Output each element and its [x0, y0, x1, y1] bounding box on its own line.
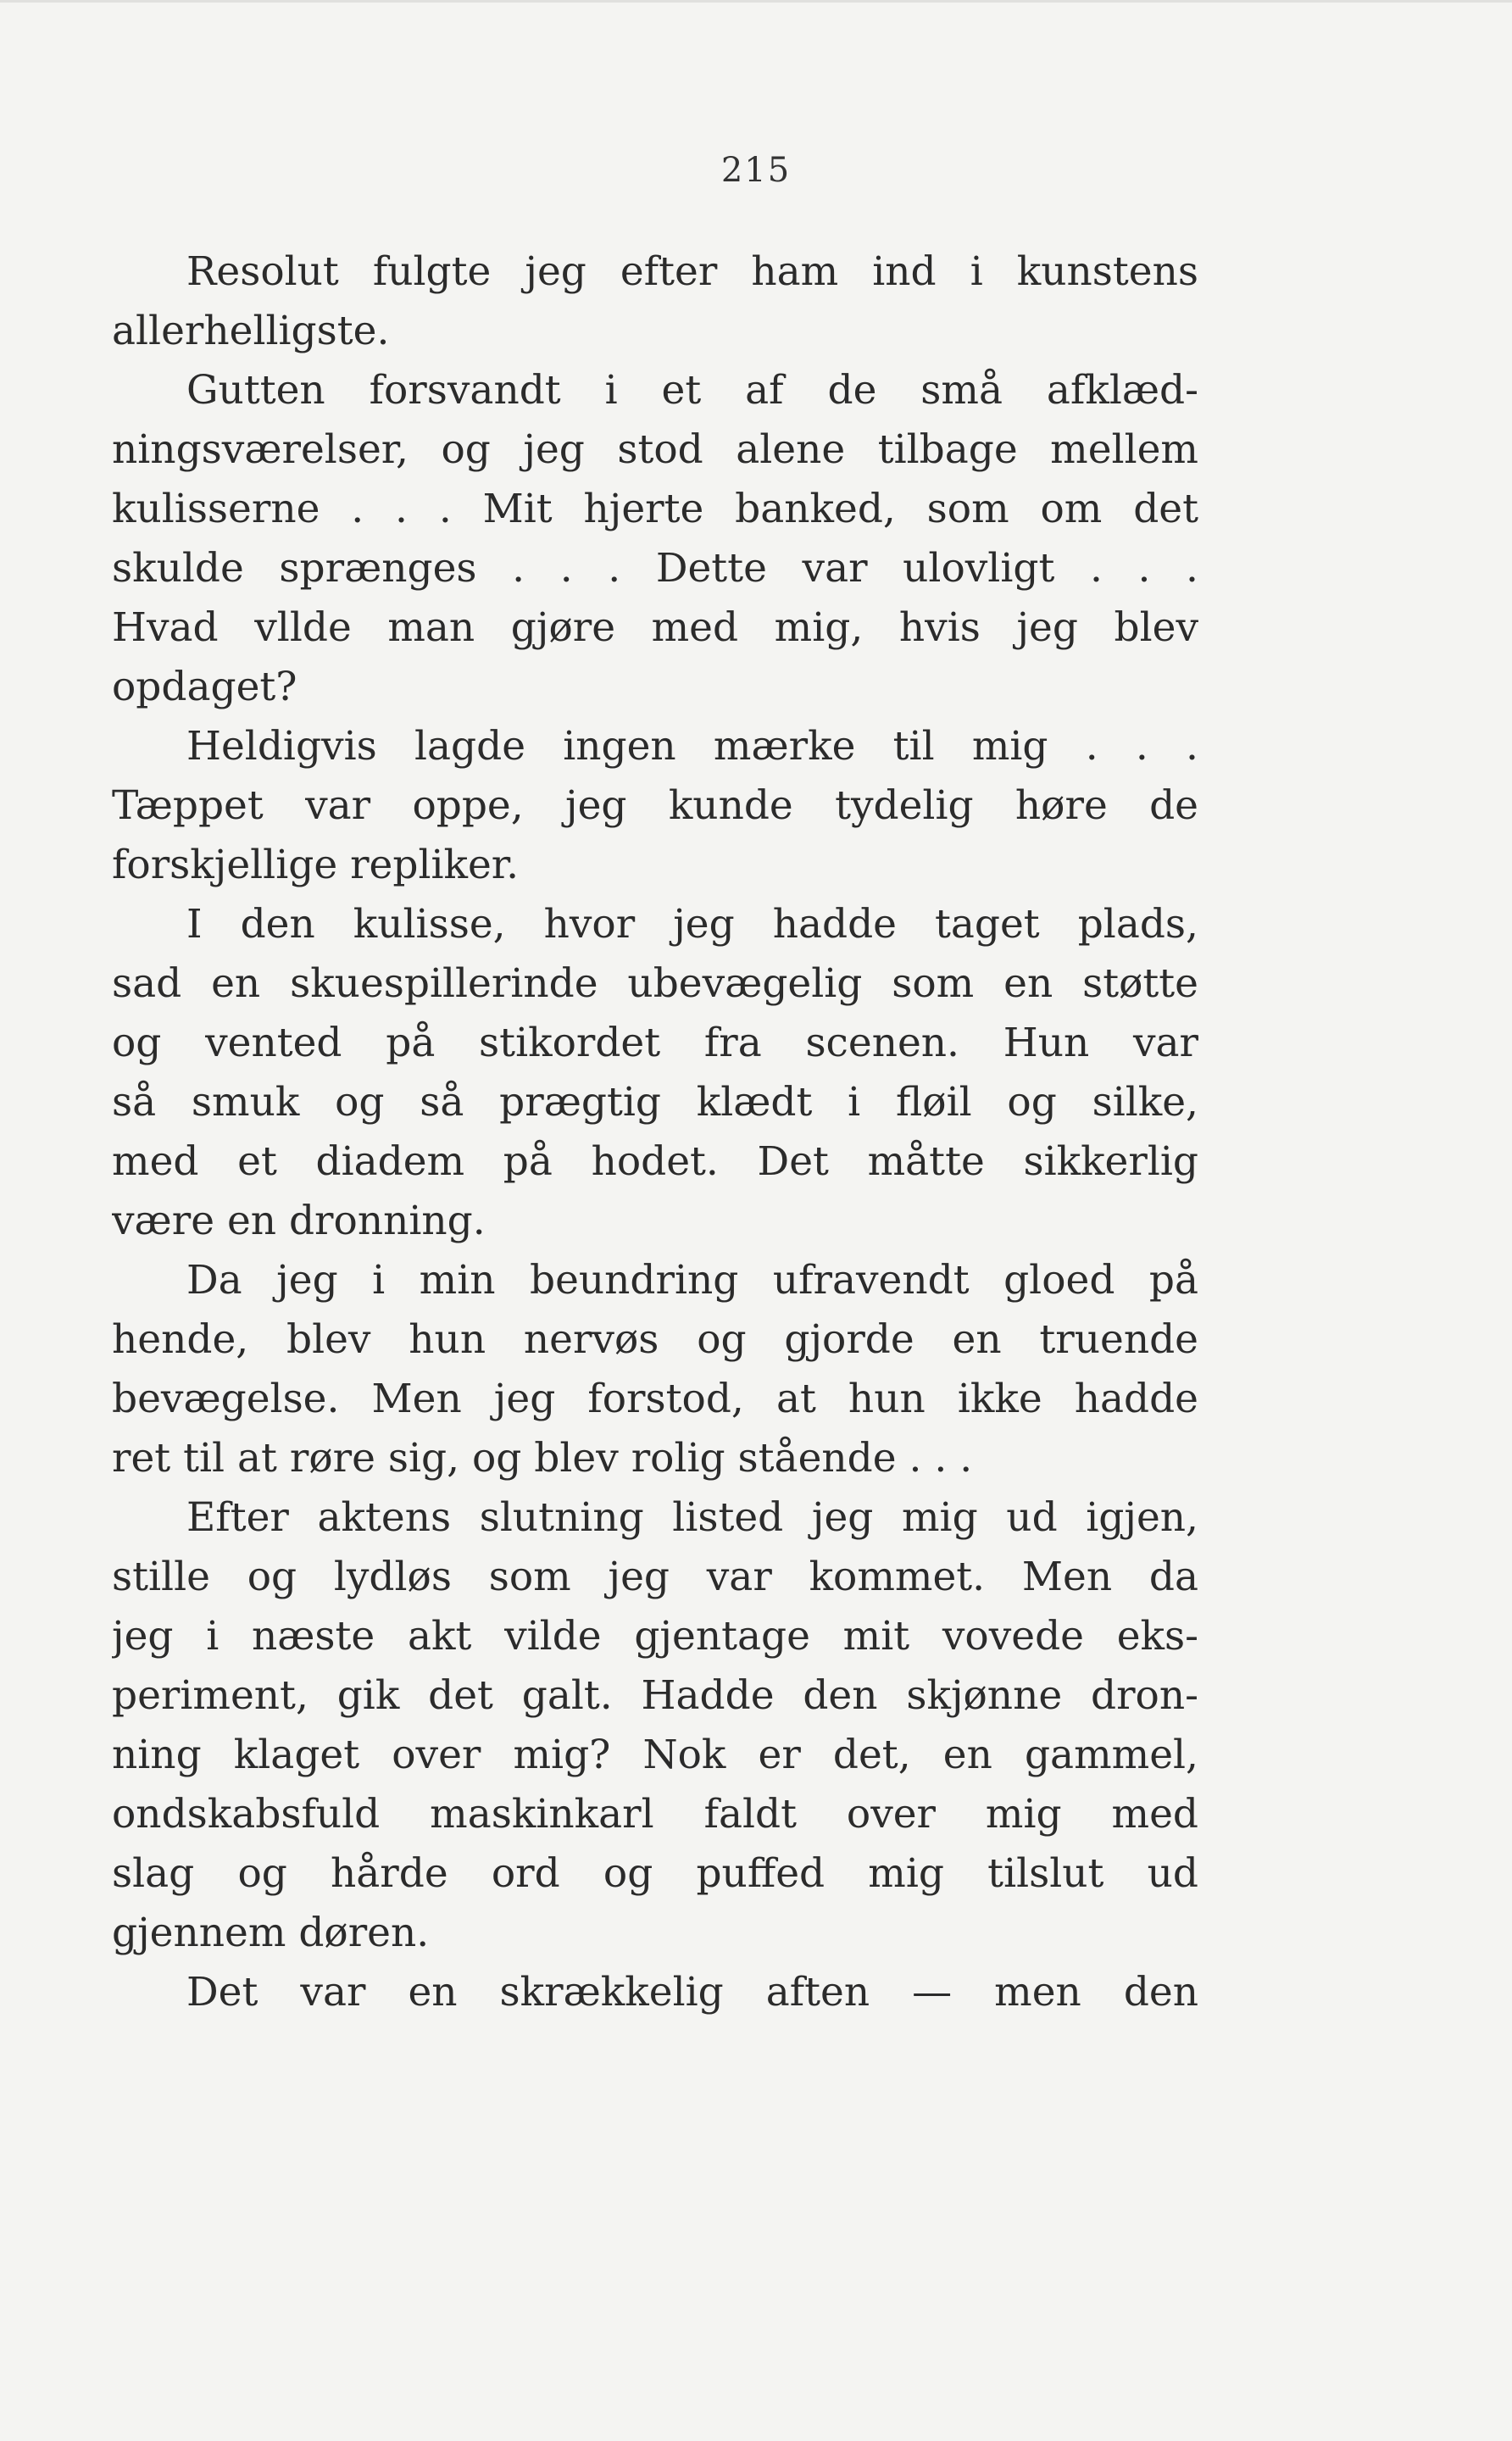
text-line: kulisserne . . . Mit hjerte banked, som om det [112, 486, 1198, 532]
body-text [112, 242, 1198, 2022]
text-line: med et diadem på hodet. Det måtte sikkerlig [112, 1138, 1198, 1185]
text-line: Resolut fulgte jeg efter ham ind i kunstens [186, 248, 1198, 295]
text-line: forskjellige repliker. [112, 842, 520, 888]
text-line: ning klaget over mig? Nok er det, en gammel, [112, 1732, 1198, 1778]
text-line: hende, blev hun nervøs og gjorde en truende [112, 1316, 1198, 1363]
text-line: allerhelligste. [112, 308, 390, 354]
text-line: gjennem døren. [112, 1910, 430, 1956]
text-line: Heldigvis lagde ingen mærke til mig . . . [186, 723, 1198, 770]
page-number: 215 [720, 151, 792, 190]
text-line: slag og hårde ord og puffed mig tilslut ud [112, 1850, 1198, 1897]
text-line: Det var en skrækkelig aften — men den [186, 1969, 1198, 2016]
text-line: ret til at røre sig, og blev rolig stående . . . [112, 1435, 973, 1482]
text-line: være en dronning. [112, 1198, 486, 1244]
text-line: ningsværelser, og jeg stod alene tilbage mellem [112, 426, 1198, 473]
text-line: Tæppet var oppe, jeg kunde tydelig høre de [112, 782, 1198, 829]
text-line: periment, gik det galt. Hadde den skjønne dron- [112, 1672, 1198, 1719]
text-line: så smuk og så prægtig klædt i fløil og silke, [112, 1079, 1198, 1126]
text-line: sad en skuespillerinde ubevægelig som en støtte [112, 960, 1198, 1007]
text-line: Da jeg i min beundring ufravendt gloed på [186, 1257, 1198, 1304]
text-line: opdaget? [112, 664, 297, 710]
text-line: skulde sprænges . . . Dette var ulovligt . . . [112, 545, 1198, 592]
text-line: stille og lydløs som jeg var kommet. Men da [112, 1554, 1198, 1600]
text-line: Gutten forsvandt i et af de små afklæd- [186, 367, 1198, 414]
text-line: jeg i næste akt vilde gjentage mit vovede eks- [112, 1613, 1198, 1660]
text-line: og vented på stikordet fra scenen. Hun var [112, 1020, 1198, 1066]
text-line: bevægelse. Men jeg forstod, at hun ikke hadde [112, 1376, 1198, 1422]
text-line: Hvad vllde man gjøre med mig, hvis jeg blev [112, 604, 1198, 651]
text-line: ondskabsfuld maskinkarl faldt over mig med [112, 1791, 1198, 1838]
text-line: Efter aktens slutning listed jeg mig ud igjen, [186, 1494, 1198, 1541]
top-edge-rule [0, 0, 1512, 3]
text-line: I den kulisse, hvor jeg hadde taget plads, [186, 901, 1198, 948]
